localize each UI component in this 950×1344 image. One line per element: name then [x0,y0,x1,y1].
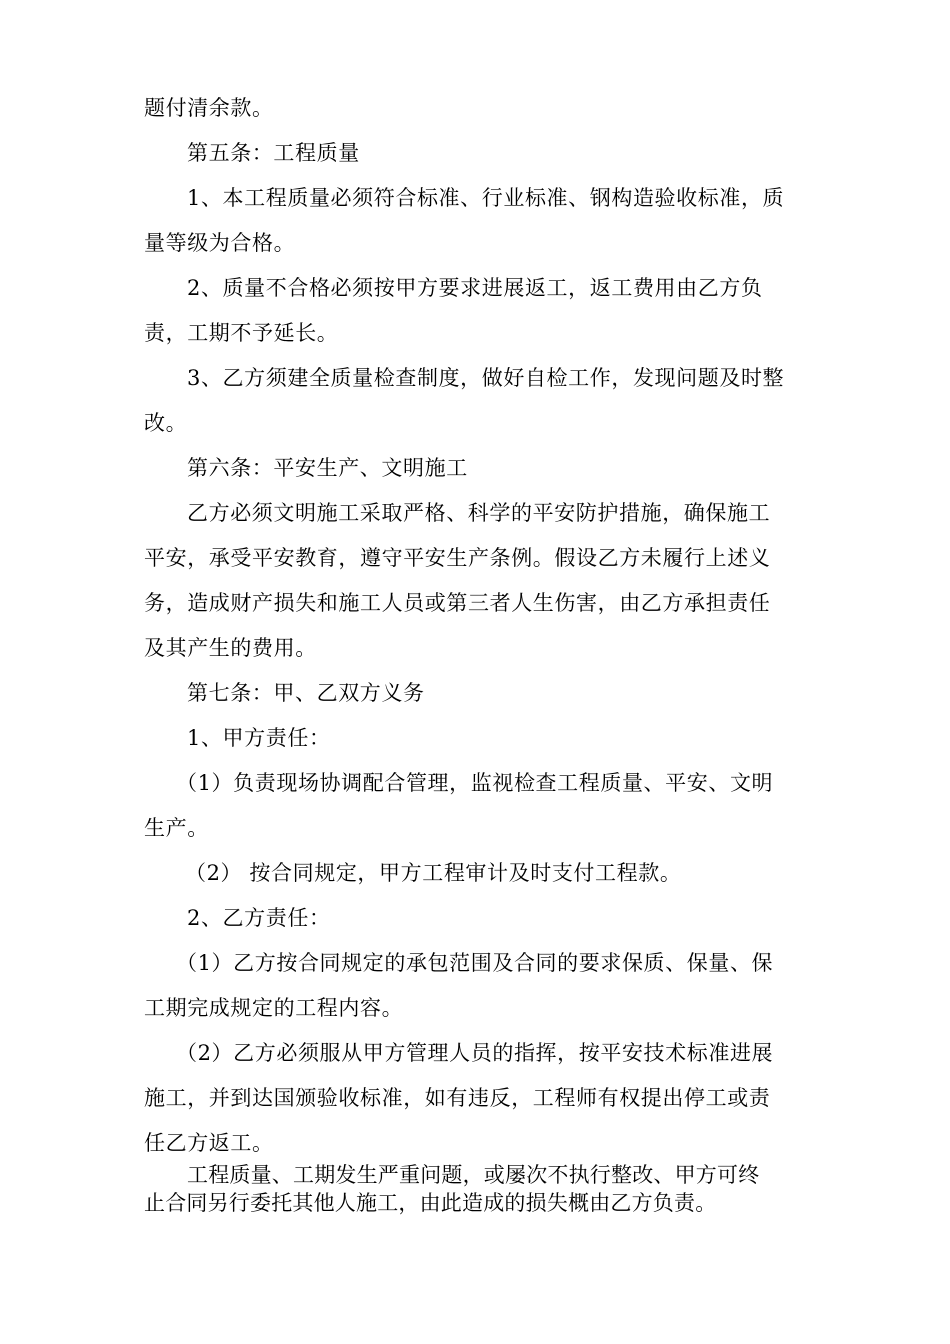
text-line: 量等级为合格。 [144,231,296,255]
text-line: 任乙方返工。 [144,1131,274,1155]
text-line: 及其产生的费用。 [144,636,317,660]
section-heading: 第五条：工程质量 [187,141,360,165]
text-line: 工程质量、工期发生严重问题，或屡次不执行整改、甲方可终 [187,1163,760,1187]
text-line: 3、乙方须建全质量检查制度，做好自检工作，发现问题及时整 [187,366,785,390]
text-line: 1、本工程质量必须符合标准、行业标准、钢构造验收标准，质 [187,186,785,210]
section-heading: 第六条：平安生产、文明施工 [187,456,468,480]
text-line: 题付清余款。 [144,96,274,120]
text-line: 生产。 [144,816,209,840]
text-line: （1）乙方按合同规定的承包范围及合同的要求保质、保量、保 [176,951,774,975]
text-line: （2） 按合同规定，甲方工程审计及时支付工程款。 [185,861,682,885]
text-line: 改。 [144,411,188,435]
text-line: （1）负责现场协调配合管理，监视检查工程质量、平安、文明 [176,771,774,795]
text-line: 2、乙方责任： [187,906,331,930]
text-line: 施工，并到达国颁验收标准，如有违反，工程师有权提出停工或责 [144,1086,771,1110]
text-line: 止合同另行委托其他人施工，由此造成的损失概由乙方负责。 [144,1191,717,1215]
text-line: 乙方必须文明施工采取严格、科学的平安防护措施，确保施工 [187,501,771,525]
text-line: 2、质量不合格必须按甲方要求进展返工，返工费用由乙方负 [187,276,763,300]
text-line: 工期完成规定的工程内容。 [144,996,404,1020]
text-line: 平安，承受平安教育，遵守平安生产条例。假设乙方未履行上述义 [144,546,771,570]
section-heading: 第七条：甲、乙双方义务 [187,681,425,705]
text-line: 1、甲方责任： [187,726,331,750]
text-line: 务，造成财产损失和施工人员或第三者人生伤害，由乙方承担责任 [144,591,771,615]
text-line: （2）乙方必须服从甲方管理人员的指挥，按平安技术标准进展 [176,1041,774,1065]
text-line: 责，工期不予延长。 [144,321,339,345]
